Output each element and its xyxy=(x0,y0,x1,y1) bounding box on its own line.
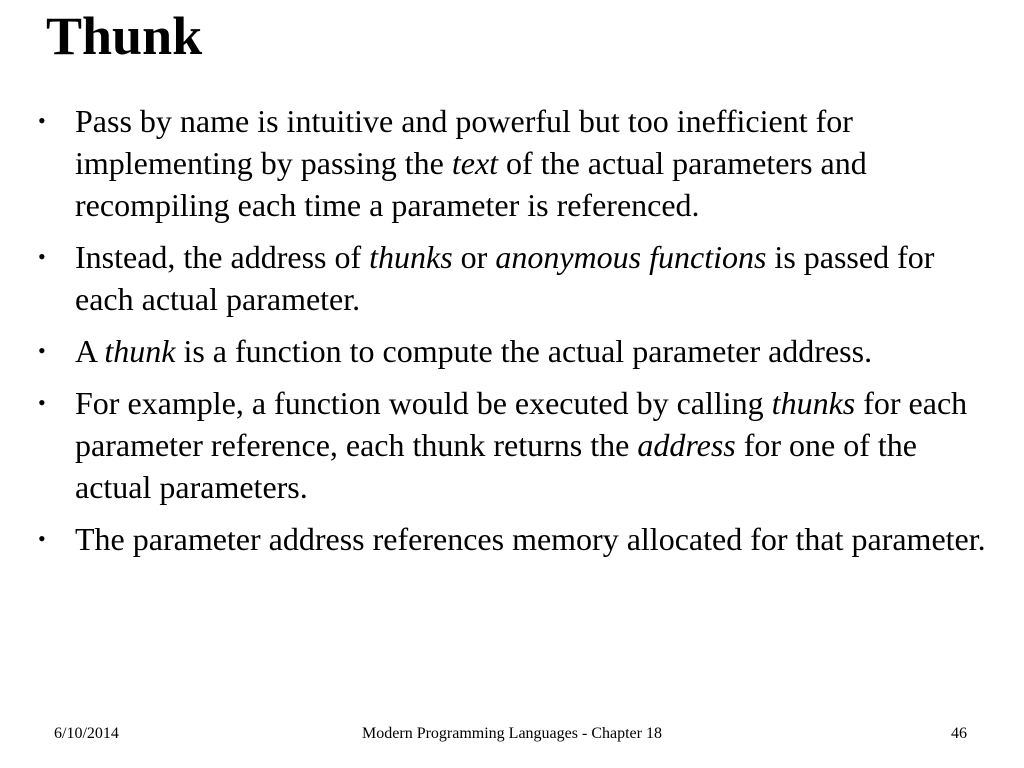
text-run: for each parameter reference, each thunk returns the xyxy=(75,385,968,463)
footer-title: Modern Programming Languages - Chapter 18 xyxy=(362,725,662,742)
text-run: For example, a function would be executed by calling xyxy=(75,385,772,421)
footer-date: 6/10/2014 xyxy=(54,725,119,742)
bullet-item xyxy=(0,518,1024,560)
bullet-item xyxy=(0,330,1024,372)
text-run: The parameter address references memory allocated for that parameter. xyxy=(75,521,986,557)
bullet-text xyxy=(75,385,967,505)
slide-title: Thunk xyxy=(46,6,203,66)
text-run: of the actual parameters and recompiling each time a parameter is referenced. xyxy=(75,145,867,223)
bullet-marker: • xyxy=(38,108,46,133)
emphasized-term: text xyxy=(451,145,499,181)
text-run: A xyxy=(75,333,105,369)
emphasized-term: thunks xyxy=(771,385,856,421)
bullet-list xyxy=(0,100,1024,570)
text-run: is a function to compute the actual parameter address. xyxy=(175,333,873,369)
bullet-text xyxy=(75,103,867,223)
bullet-text xyxy=(75,521,986,557)
emphasized-term: thunks xyxy=(369,239,453,275)
text-run: is passed for each actual parameter. xyxy=(75,239,935,317)
bullet-marker: • xyxy=(38,390,46,415)
bullet-text xyxy=(75,239,934,317)
text-run: for one of the actual parameters. xyxy=(75,427,917,505)
bullet-marker: • xyxy=(38,244,46,269)
text-run: Pass by name is intuitive and powerful but too inefficient for implementing by passing the xyxy=(75,103,853,181)
emphasized-term: thunk xyxy=(104,333,176,369)
text-run: Instead, the address of xyxy=(75,239,370,275)
bullet-marker: • xyxy=(38,526,46,551)
bullet-marker: • xyxy=(38,338,46,363)
bullet-text xyxy=(75,333,872,369)
emphasized-term: anonymous functions xyxy=(495,239,767,275)
page-number: 46 xyxy=(951,725,967,742)
bullet-item xyxy=(0,100,1024,226)
bullet-item xyxy=(0,236,1024,320)
bullet-item xyxy=(0,382,1024,508)
text-run: or xyxy=(452,239,496,275)
emphasized-term: address xyxy=(637,427,736,463)
